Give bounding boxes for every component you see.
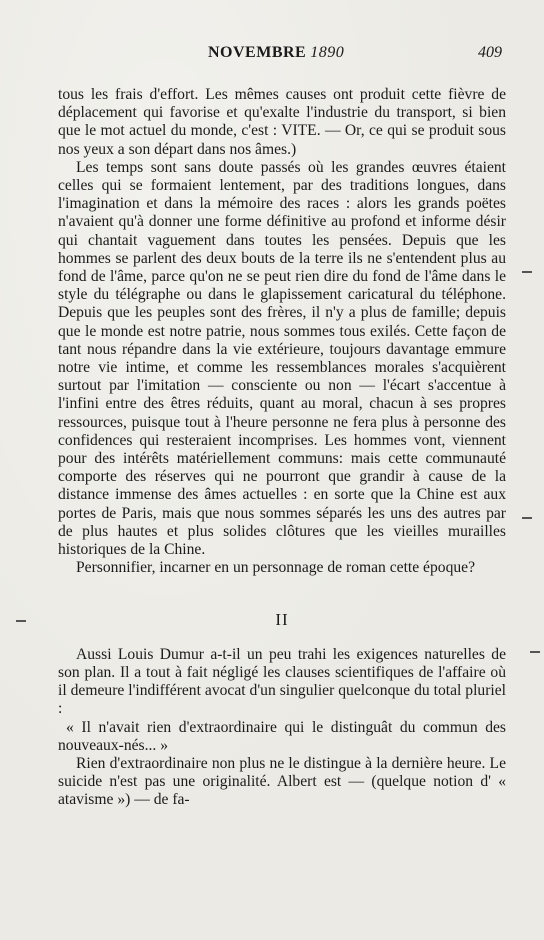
body-text (58, 86, 506, 810)
running-title-year: 1890 (310, 44, 345, 61)
margin-mark (530, 651, 540, 653)
page-number: 409 (478, 44, 502, 61)
paragraph: Personnifier, incarner en un personnage de roman cette époque? (76, 559, 476, 577)
paragraph: Les temps sont sans doute passés où les grandes œuvres étaient celles qui se formaient lentement, par des traditions longues, dans l'imagination et dans la mémoire des races : alors les grands poëtes n'avaient qu'à donner une forme définitive au profond et informe désir qui chantait vaguement dans toutes les pensées. Depuis que les hommes se parlent des deux bouts de la terre ils ne s'entendent plus au fond de l'âme, parce qu'on ne se peut rien dire du fond de l'âme dans le style du télégraphe ou dans le glapissement caricatural du téléphone. Depuis que les peuples sont des frères, il n'y a plus de famille; depuis que le monde est notre patrie, nous sommes tous exilés. Cette façon de tant nous répandre dans la vie extérieure, toujours davantage emmure notre vie intime, et comme les ressemblances morales s'acquièrent surtout par l'imitation — consciente ou non — l'écart s'accentue à l'infini entre des êtres réduits, quant au moral, chacun à ses propres ressources, puisque tout à l'heure personne ne fera plus à personne des confidences qui resteraient incomprises. Les hommes vont, viennent pour des intérêts matériellement communs: mais cette communauté comporte des réserves qui ne pourront que grandir à cause de la distance immense des âmes actuelles : en sorte que la Chine est aux portes de Paris, mais que nous sommes séparés les uns des autres par de plus hautes et plus solides clôtures que les vieilles murailles historiques de la Chine. (58, 158, 506, 559)
section-heading: II (275, 610, 289, 630)
margin-mark (16, 620, 26, 622)
paragraph: Aussi Louis Dumur a-t-il un peu trahi les exigences naturelles de son plan. Il a tout à fait négligé les clauses scientifiques de l'affaire où il demeure l'indifférent avocat d'un singulier quelconque du total pluriel : (58, 645, 506, 718)
running-title (208, 44, 344, 62)
margin-mark (522, 271, 532, 273)
margin-mark (522, 517, 532, 519)
quotation: « Il n'avait rien d'extraordinaire qui le distinguât du commun des nouveaux-nés... » (58, 718, 506, 754)
paragraph-continuation: tous les frais d'effort. Les mêmes causes ont produit cette fièvre de déplacement qui favorise et qu'exalte l'industrie du transport, si bien que le mot actuel du monde, c'est : VITE. — Or, ce qui se produit sous nos yeux a son départ dans nos âmes.) (58, 86, 506, 158)
paragraph: Rien d'extraordinaire non plus ne le distingue à la dernière heure. Le suicide n'est pas une originalité. Albert est — (quelque notion d' « atavisme ») — de fa- (58, 754, 506, 809)
running-title-month: NOVEMBRE (208, 44, 307, 61)
running-head (0, 44, 544, 66)
